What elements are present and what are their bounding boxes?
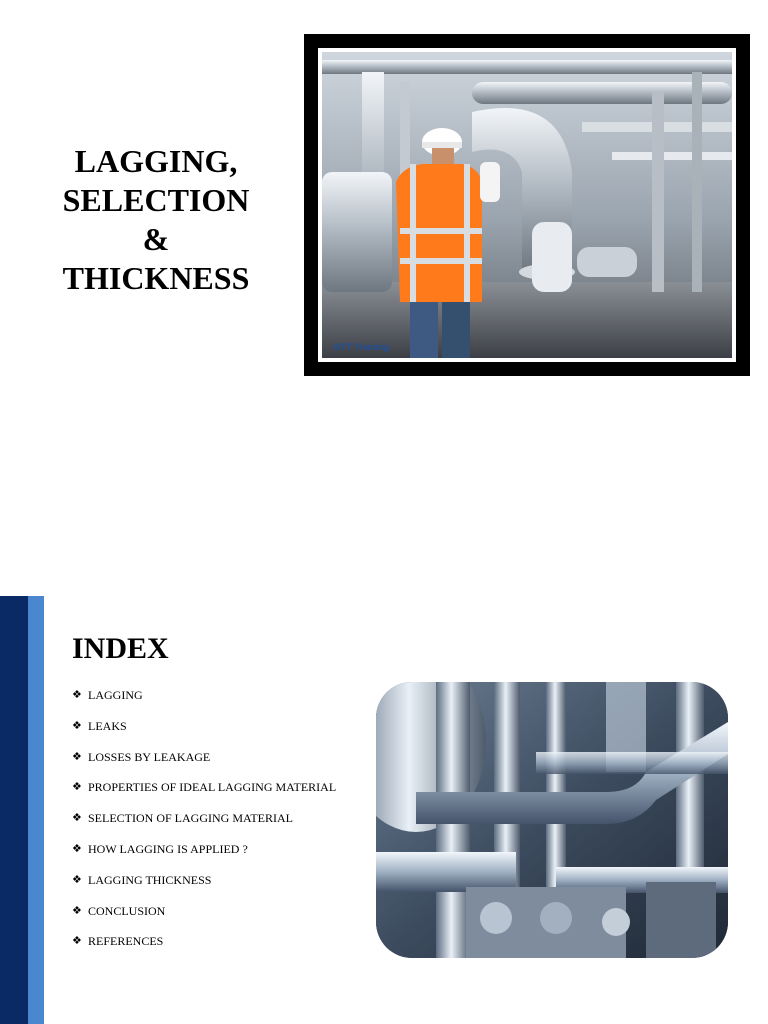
diamond-bullet-icon: ❖ <box>72 749 82 763</box>
side-bar-light <box>28 596 44 1024</box>
index-heading: INDEX <box>72 632 169 665</box>
diamond-bullet-icon: ❖ <box>72 811 82 825</box>
index-slide <box>0 592 768 1024</box>
diamond-bullet-icon: ❖ <box>72 872 82 886</box>
diamond-bullet-icon: ❖ <box>72 718 82 732</box>
diamond-bullet-icon: ❖ <box>72 934 82 948</box>
diamond-bullet-icon: ❖ <box>72 688 82 701</box>
list-item-label: PROPERTIES OF IDEAL LAGGING MATERIAL <box>88 780 337 795</box>
list-item-label: LEAKS <box>88 718 127 733</box>
insulated-pipes-photo <box>376 682 728 958</box>
list-item <box>72 688 336 719</box>
photo-watermark: NTT Training <box>334 342 390 352</box>
photo-frame <box>304 34 750 376</box>
diamond-bullet-icon: ❖ <box>72 780 82 794</box>
list-item-label: SELECTION OF LAGGING MATERIAL <box>88 811 293 826</box>
list-item <box>72 934 336 965</box>
list-item <box>72 780 336 811</box>
list-item <box>72 750 336 781</box>
list-item-label: CONCLUSION <box>88 903 166 918</box>
photo-frame-inner <box>318 48 736 362</box>
industrial-worker-photo <box>322 52 732 358</box>
diamond-bullet-icon: ❖ <box>72 903 82 917</box>
title-line: LAGGING, <box>74 143 238 179</box>
list-item <box>72 904 336 935</box>
list-item-label: LAGGING <box>88 688 143 702</box>
index-list <box>72 688 336 965</box>
list-item-label: REFERENCES <box>88 934 164 949</box>
list-item <box>72 873 336 904</box>
list-item <box>72 811 336 842</box>
title-line: THICKNESS <box>62 260 250 296</box>
diamond-bullet-icon: ❖ <box>72 841 82 855</box>
list-item <box>72 719 336 750</box>
list-item-label: LAGGING THICKNESS <box>88 872 212 887</box>
list-item <box>72 842 336 873</box>
side-bar-dark <box>0 596 28 1024</box>
slide-title <box>40 142 272 298</box>
title-line: SELECTION <box>62 182 250 218</box>
list-item-label: HOW LAGGING IS APPLIED ? <box>88 841 248 856</box>
title-line: & <box>142 221 170 257</box>
list-item-label: LOSSES BY LEAKAGE <box>88 749 211 764</box>
